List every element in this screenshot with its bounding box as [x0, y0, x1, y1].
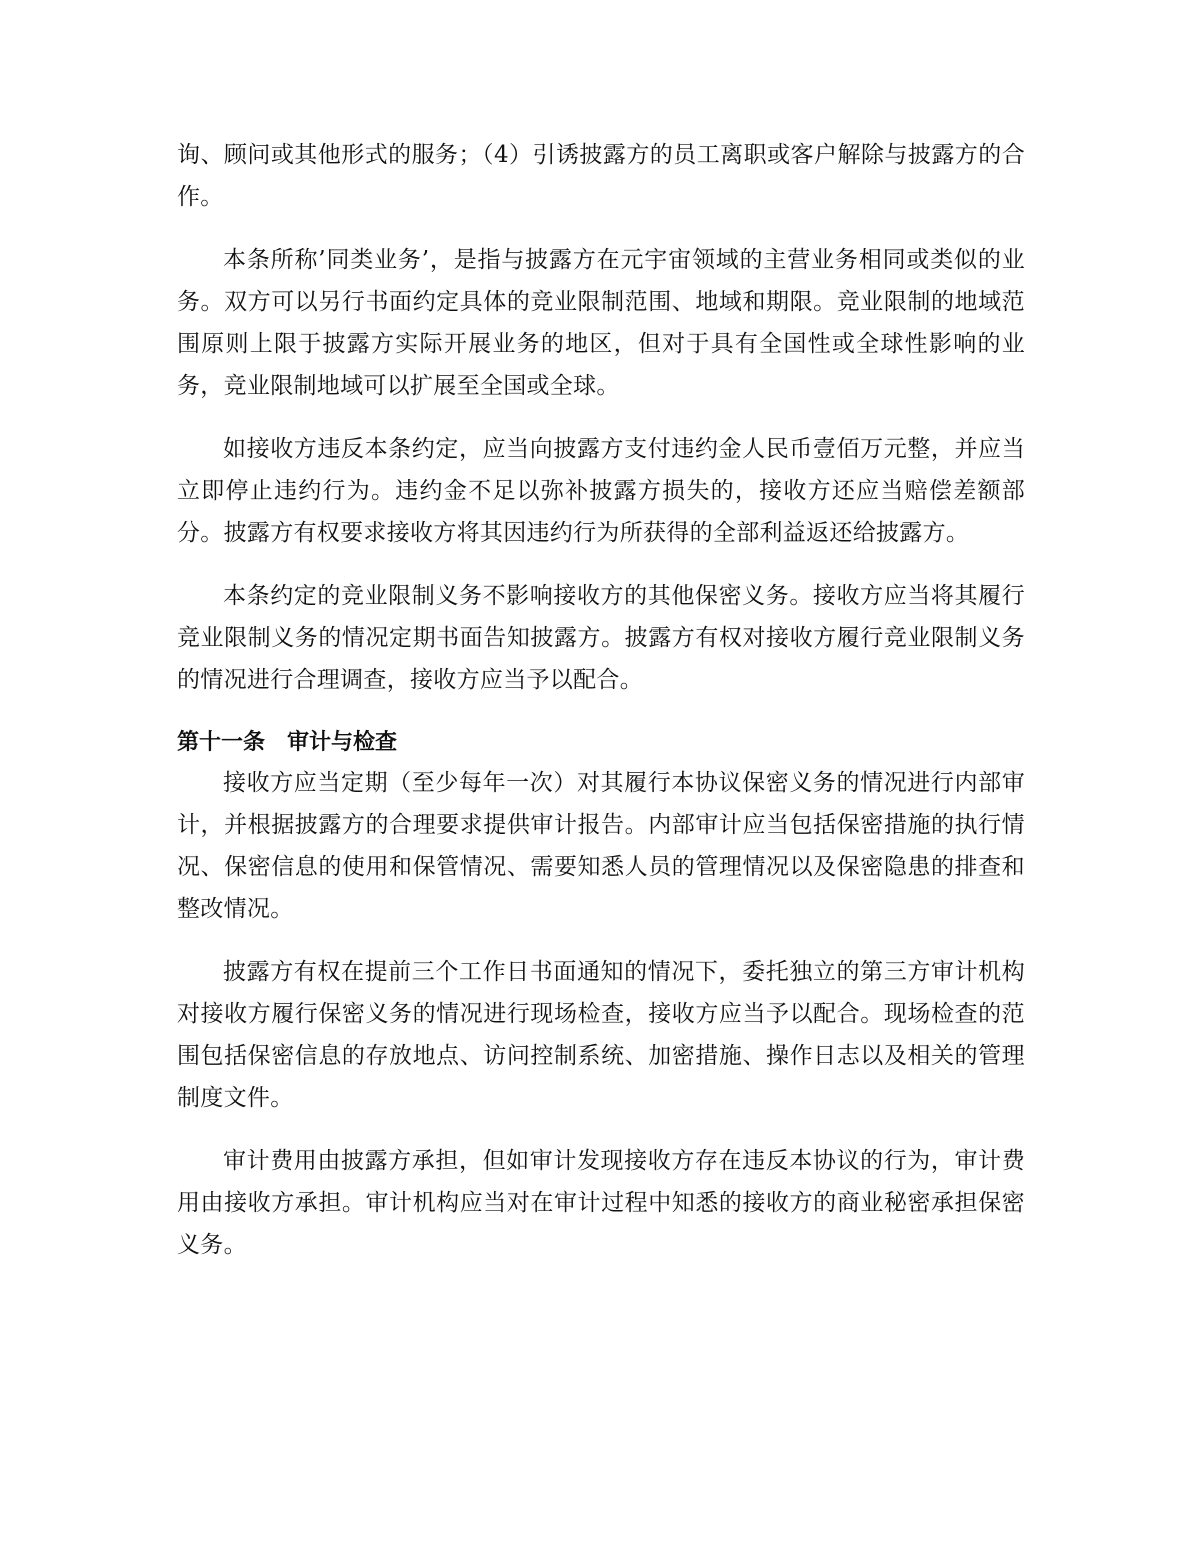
section-heading-article-11: 第十一条 审计与检查 — [177, 730, 398, 755]
paragraph-continuation: 询、顾问或其他形式的服务；（4）引诱披露方的员工离职或客户解除与披露方的合作。 — [177, 142, 1025, 210]
paragraph-onsite-inspection: 披露方有权在提前三个工作日书面通知的情况下，委托独立的第三方审计机构对接收方履行保密义务的情况进行现场检查，接收方应当予以配合。现场检查的范围包括保密信息的存放地点、访问控制系统、加密措施、操作日志以及相关的管理制度文件。 — [177, 959, 1025, 1111]
paragraph-similar-business: 本条所称’同类业务’，是指与披露方在元宇宙领域的主营业务相同或类似的业务。双方可以另行书面约定具体的竞业限制范围、地域和期限。竞业限制的地域范围原则上限于披露方实际开展业务的地区，但对于具有全国性或全球性影响的业务，竞业限制地域可以扩展至全国或全球。 — [177, 247, 1025, 399]
paragraph-penalty: 如接收方违反本条约定，应当向披露方支付违约金人民币壹佰万元整，并应当立即停止违约行为。违约金不足以弥补披露方损失的，接收方还应当赔偿差额部分。披露方有权要求接收方将其因违约行为所获得的全部利益返还给披露方。 — [177, 436, 1025, 546]
paragraph-audit-fees: 审计费用由披露方承担，但如审计发现接收方存在违反本协议的行为，审计费用由接收方承担。审计机构应当对在审计过程中知悉的接收方的商业秘密承担保密义务。 — [177, 1148, 1025, 1258]
paragraph-noncompete-obligation: 本条约定的竞业限制义务不影响接收方的其他保密义务。接收方应当将其履行竞业限制义务的情况定期书面告知披露方。披露方有权对接收方履行竞业限制义务的情况进行合理调查，接收方应当予以配合。 — [177, 583, 1025, 693]
document-page — [177, 134, 1025, 1287]
paragraph-internal-audit: 接收方应当定期（至少每年一次）对其履行本协议保密义务的情况进行内部审计，并根据披露方的合理要求提供审计报告。内部审计应当包括保密措施的执行情况、保密信息的使用和保管情况、需要知悉人员的管理情况以及保密隐患的排查和整改情况。 — [177, 770, 1025, 922]
